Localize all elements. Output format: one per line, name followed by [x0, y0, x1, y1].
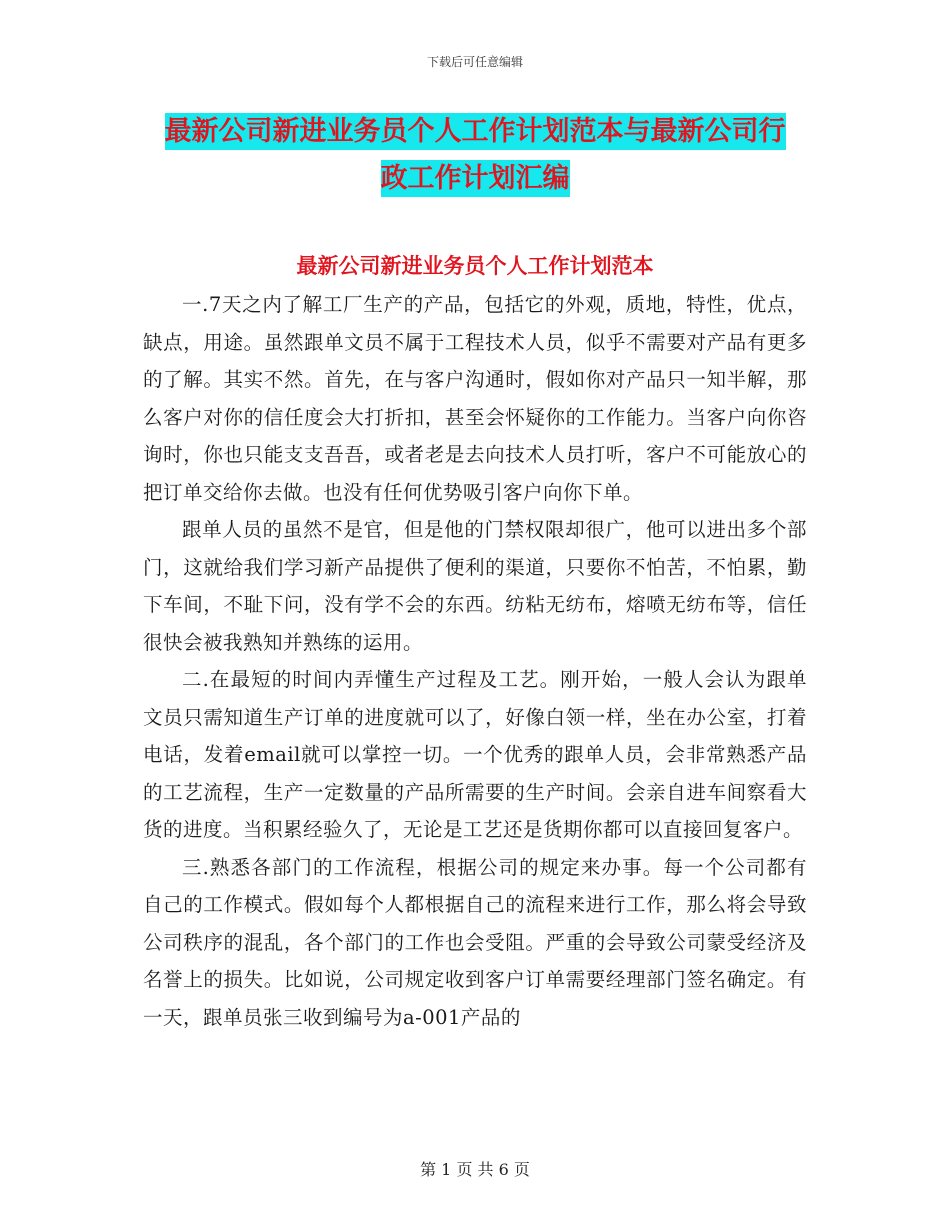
page-footer: 第 1 页 共 6 页 — [420, 1160, 530, 1179]
paragraph: 三.熟悉各部门的工作流程，根据公司的规定来办事。每一个公司都有自己的工作模式。假如每个人都根据自己的流程来进行工作，那么将会导致公司秩序的混乱，各个部门的工作也会受阻。严重的会导致公司蒙受经济及名誉上的损失。比如说，公司规定收到客户订单需要经理部门签名确定。有一天，跟单员张三收到编号为a-001产品的 — [143, 855, 807, 1029]
document-title-line2: 政工作计划汇编 — [381, 160, 570, 197]
header-note: 下载后可任意编辑 — [426, 55, 523, 69]
document-title-line1: 最新公司新进业务员个人工作计划范本与最新公司行 — [165, 113, 786, 150]
section-title: 最新公司新进业务员个人工作计划范本 — [296, 254, 654, 278]
paragraph: 一.7天之内了解工厂生产的产品，包括它的外观，质地，特性，优点，缺点，用途。虽然跟单文员不属于工程技术人员，似乎不需要对产品有更多的了解。其实不然。首先，在与客户沟通时，假如你对产品只一知半解，那么客户对你的信任度会大打折扣，甚至会怀疑你的工作能力。当客户向你咨询时，你也只能支支吾吾，或者老是去向技术人员打听，客户不可能放心的把订单交给你去做。也没有任何优势吸引客户向你下单。 — [143, 293, 807, 504]
body-text — [143, 286, 807, 1036]
paragraph: 跟单人员的虽然不是官，但是他的门禁权限却很广，他可以进出多个部门，这就给我们学习新产品提供了便利的渠道，只要你不怕苦，不怕累，勤下车间，不耻下问，没有学不会的东西。纺粘无纺布，熔喷无纺布等，信任很快会被我熟知并熟练的运用。 — [143, 518, 807, 654]
paragraph: 二.在最短的时间内弄懂生产过程及工艺。刚开始，一般人会认为跟单文员只需知道生产订单的进度就可以了，好像白领一样，坐在办公室，打着电话，发着email就可以掌控一切。一个优秀的跟单人员，会非常熟悉产品的工艺流程，生产一定数量的产品所需要的生产时间。会亲自进车间察看大货的进度。当积累经验久了，无论是工艺还是货期你都可以直接回复客户。 — [143, 668, 807, 841]
document-title — [150, 108, 800, 202]
